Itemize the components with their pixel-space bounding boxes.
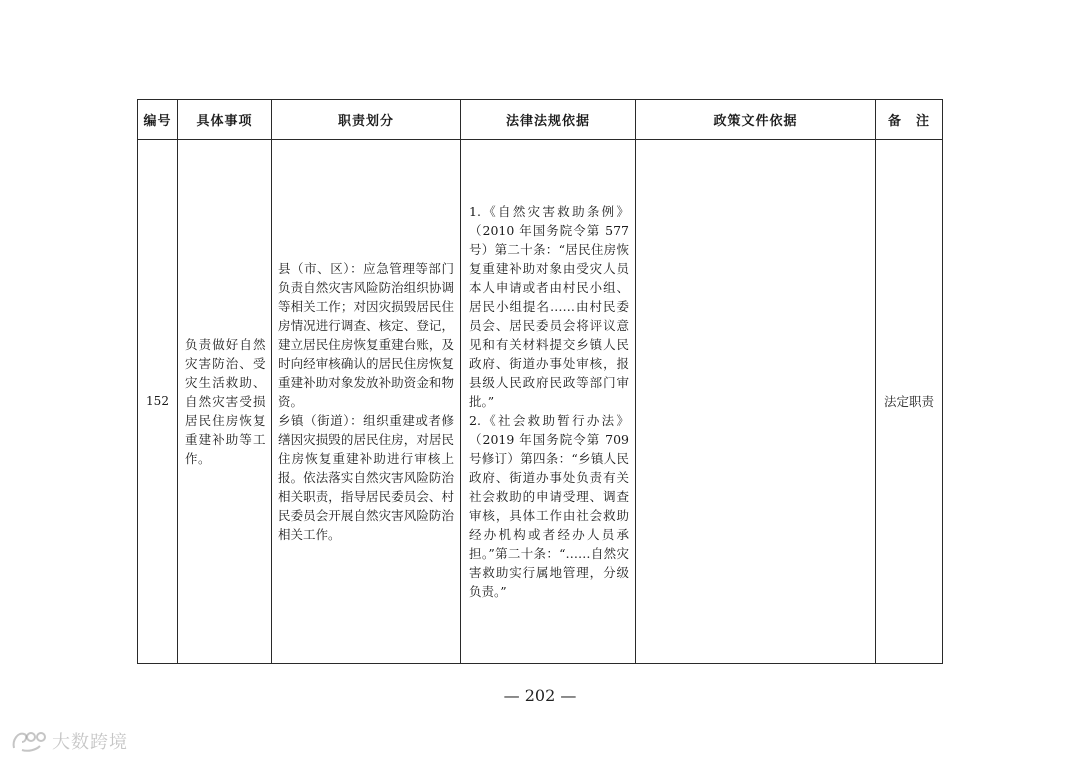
table-row (138, 140, 943, 664)
row-law (461, 140, 636, 664)
watermark (10, 728, 128, 754)
duty-township-text: 乡镇（街道）：组织重建或者修缮因灾损毁的居民住房，对居民住房恢复重建补助进行审核上报。依法落实自然灾害风险防治相关职责，指导居民委员会、村民委员会开展自然灾害风险防治相关工作。 (278, 413, 454, 542)
row-duty (272, 140, 461, 664)
page-number: — 202 — (503, 686, 577, 705)
table-header-row (138, 100, 943, 140)
header-remark: 备 注 (876, 100, 943, 140)
header-duty: 职责划分 (272, 100, 461, 140)
law-reference-1: 1.《自然灾害救助条例》（2010 年国务院令第 577 号）第二十条：“居民住房恢复重建补助对象由受灾人员本人申请或者由村民小组、居民小组提名……由村民委员会、居民委员会将评议意见和有关材料提交乡镇人民政府、街道办事处审核，报县级人民政府民政等部门审批。” (469, 204, 629, 409)
watermark-text: 大数跨境 (52, 732, 128, 753)
row-number: 152 (138, 140, 178, 664)
row-item: 负责做好自然灾害防治、受灾生活救助、自然灾害受损居民住房恢复重建补助等工作。 (178, 140, 272, 664)
header-item: 具体事项 (178, 100, 272, 140)
responsibility-table (137, 99, 943, 664)
row-remark: 法定职责 (876, 140, 943, 664)
row-policy (636, 140, 876, 664)
brand-logo-icon (10, 728, 48, 754)
header-law: 法律法规依据 (461, 100, 636, 140)
header-number: 编号 (138, 100, 178, 140)
law-reference-2: 2.《社会救助暂行办法》（2019 年国务院令第 709 号修订）第四条：“乡镇人民政府、街道办事处负责有关社会救助的申请受理、调查审核，具体工作由社会救助经办机构或者经办人员承担。”第二十条：“……自然灾害救助实行属地管理，分级负责。” (469, 413, 629, 599)
header-policy: 政策文件依据 (636, 100, 876, 140)
duty-county-text: 县（市、区）：应急管理等部门负责自然灾害风险防治组织协调等相关工作；对因灾损毁居民住房情况进行调查、核定、登记，建立居民住房恢复重建台账，及时向经审核确认的居民住房恢复重建补助对象发放补助资金和物资。 (278, 261, 454, 409)
